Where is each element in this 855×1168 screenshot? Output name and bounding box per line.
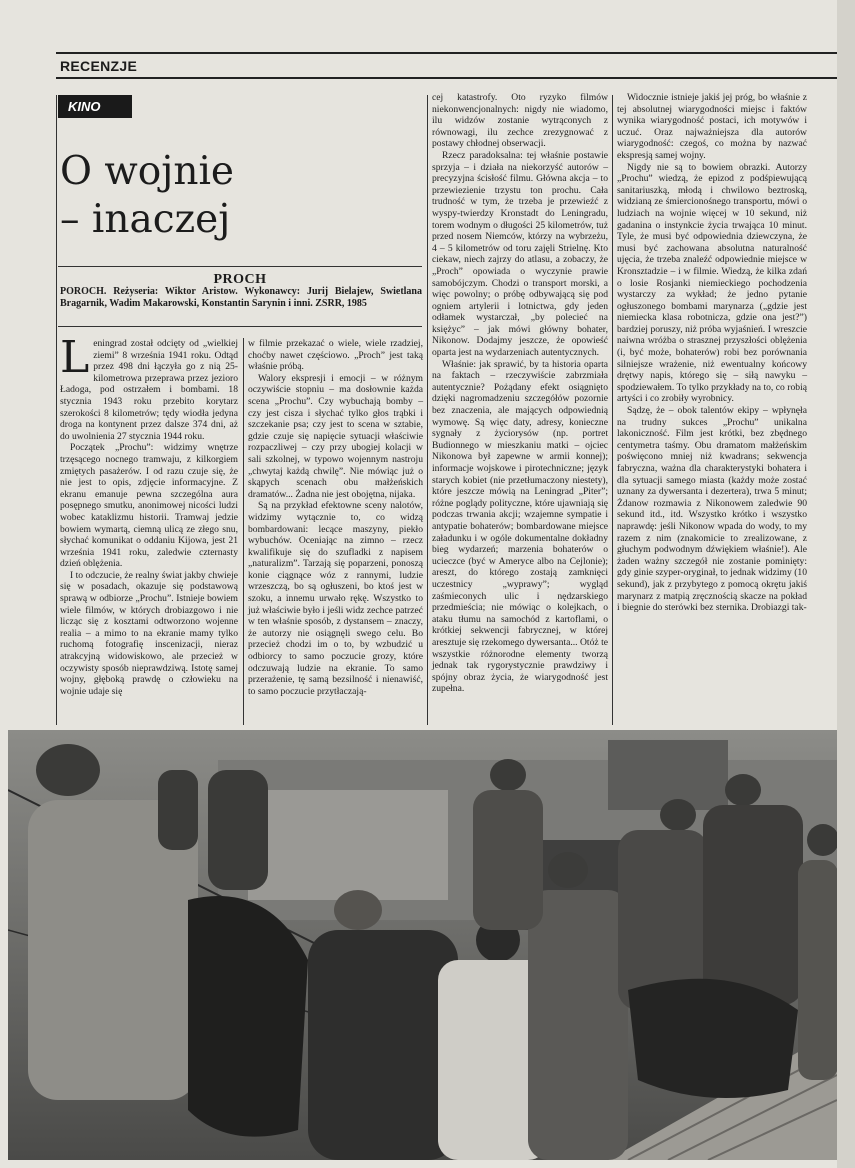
paragraph: Widocznie istnieje jakiś jej próg, bo właśnie z tej absolutnej wiarygodności miejsc i faktów wynika wiarygodność postaci, ich motywów i uczuć. Oraz najważniejsza dla autorów wiarygodność: czegoś, co można by nazwać ekspresją samej wojny. <box>617 92 807 161</box>
column-rule <box>612 95 613 725</box>
paragraph: Rzecz paradoksalna: tej właśnie postawie sprzyja – i działa na niekorzyść autorów – precyzyjna ścisłość filmu. Główna akcja – to przewiezienie trzystu ton prochu. Cała trudność w tym, że trzeba je przewieźć z wyspy-twierdzy Kronstadt do Leningradu, torem wodnym o długości 25 kilometrów, tuż przed nosem Niemców, którzy na wybrzeżu, 4 – 5 kilometrów od toru zajęli Strielnę. Kto ciekaw, niech zajrzy do atlasu, a zobaczy, że „Proch” opowiada o wyczynie prawie samobójczym. Chodzi o transport morski, a więc powolny; o próbę odbywającą się pod ogniem artylerii i lotnictwa, gdy jeden odłamek wystarczał, „by polecieć na księżyc” – jak mówi główny bohater, Nikonow. Dodajmy jeszcze, że opowieść oparta jest na wydarzeniach autentycznych. <box>432 149 608 359</box>
column-rule <box>56 95 57 725</box>
column-rule <box>243 338 244 725</box>
title-line-2: – inaczej <box>60 197 231 242</box>
text-column-4 <box>617 92 807 614</box>
text-column-2 <box>248 338 423 697</box>
page-edge <box>837 0 855 1168</box>
drop-cap: L <box>60 332 90 383</box>
paragraph-text: eningrad został odcięty od „wielkiej ziemi” 8 września 1941 roku. Odtąd przez 498 dni łączyła go z nią 25-kilometrowa przeprawa przez jezioro Ładoga, pod ostrzałem i bombami. 18 stycznia 1943 roku przebito korytarz szerokości 8 kilometrów; tędy wiodła jedyna droga na kontynent przez dalsze 374 dni, aż do uwolnienia 27 stycznia 1944 roku. <box>60 338 238 442</box>
paragraph <box>60 332 238 442</box>
paragraph: Są na przykład efektowne sceny nalotów, widzimy wytącznie to, co widzą bombardowani: lecące maszyny, piekło wybuchów. Oceniając na zimno – rzecz kwalifikuje się do szufladki z napisem „naturalizm”. Tarzają się poparzeni, ponoszą konie ciągnące wóz z rannymi, ludzie wrzeszczą, bo są ogłuszeni, bo ktoś jest w szoku, a innemu urwało rękę. Wszystko to już właściwie było i jeśli widz zechce patrzeć w ten właśnie sposób, z dystansem – znaczy, że autorzy nie osiągnęli swego celu. Bo przecież chodzi im o to, by wzbudzić u odbiorcy to samo poczucie grozy, które odczuwają ludzie na ekranie. To samo przerażenie, tę samą bezsilność i nienawiść, to samo poczucie przytłaczają- <box>248 500 424 697</box>
paragraph: Nigdy nie są to bowiem obrazki. Autorzy „Prochu” wiedzą, że epizod z podśpiewującą sanitariuszką, młodą i chwilowo beztroską, widzianą ze śmiercionośnego transportu, mówi o ludziach na wojnie więcej w 10 sekund, niż gadanina o instynkcie życia trwająca 10 minut. Tyle, że musi być odpowiednia dziewczyna, że musi być zachowana absolutna naturalność ujęcia, że trzeba znaleźć odpowiednie miejsce w Kronsztadzie – i w filmie. Wiedzą, że kilka zdań o losie Rosjanki niemieckiego pochodzenia wystarczy za wykład; że jedno pytanie ogłuszonego bombami marynarza („gdzie jest niemiecka klasa robotnicza, gdzie ona jest?”) bardziej poruszy, niż próba wyjaśnień. I wreszcie naiwna wróżba o strasznej przyszłości oblężenia (i, być może, bohaterów) robi bez porównania silniejsze wrażenie, niż ewentualny końcowy drętwy napis, którego się – siłą nawyku – spodziewałem. To tylko przykłady na to, co robią artyści i co zrobiły wyrobnicy. <box>617 161 807 405</box>
text-column-1 <box>60 332 238 697</box>
header-rule <box>56 77 837 79</box>
photo-illustration <box>8 730 837 1160</box>
film-title: PROCH <box>213 272 267 287</box>
film-credits: POROCH. Reżyseria: Wiktor Aristow. Wykonawcy: Jurij Bielajew, Swietlana Bragarnik, Wadim Makarowski, Konstantin Sarynin i inni. ZSRR, 1985 <box>60 286 422 309</box>
paragraph: Początek „Prochu”: widzimy wnętrze trzęsącego nocnego tramwaju, z kilkorgiem zmiętych pasażerów. I od razu czuje się, że nie jest to opis, zdjęcie informacyjne. Z ekranu emanuje pewna szczególna aura posępnego smutku, anonimowej nicości ludzi wobec kataklizmu historii. Tramwaj jedzie bowiem wymartą, ciemną ulicą ze złego snu, słychać komunikat o oddaniu Kijowa, jest 21 września 1941 roku, zaledwie czternasty dzień oblężenia. <box>60 442 238 570</box>
paragraph: Walory ekspresji i emocji – w różnym oczywiście stopniu – ma dosłownie każda scena „Prochu”. Czy wybuchają bomby – czy jest cisza i słychać tylko głos trąbki i szczekanie psa; czy jest to scena w sztabie, gdzie czuje się napięcie sytuacji właściwie rozpaczliwej – czy przy ubogiej kolacji w sali szkolnej, w typowo wojennym nastroju „chwytaj każdą chwilę”. Nie mówiąc już o skąpych scenach obu małżeńskich dramatów... Żadna nie jest obojętna, nijaka. <box>248 372 423 500</box>
title-line-1: O wojnie <box>60 149 234 194</box>
category-badge: KINO <box>58 95 132 118</box>
film-title-rule <box>58 266 422 267</box>
section-label: RECENZJE <box>60 58 138 74</box>
paragraph: I to odczucie, że realny świat jakby chwieje się w posadach, okazuje się podstawową sprawą w odbiorze „Prochu”. Istnieje bowiem wiele filmów, w których drobiazgowo i nie licząc się z kosztami odtworzono wojenne realia – a mimo to na ekranie mamy tylko ruchomą fotografię inscenizacji, nieraz atrakcyjną widowiskowo, ale przecież w oczywisty sposób nieprawdziwą. Istotę samej wojny, głęboką prawdę o człowieku na wojnie udaje się <box>60 569 238 697</box>
paragraph: Sądzę, że – obok talentów ekipy – wpłynęła na trudny sukces „Prochu” unikalna lakoniczność. Film jest krótki, bez zbędnego centymetra taśmy. Obu dramatom małżeńskim poświęcono mniej niż kwadrans; sekwencja fabryczna, ważna dla charakterystyki bohatera i dla sytuacji samego miasta (każdy może zostać uznany za dywersanta i dezertera), trwa 5 minut; Żdanow rozmawia z Nikonowem zaledwie 90 sekund itd., itd. Wszystko krótko i wszystko naprawdę: jeśli Nikonow wpada do wody, to my razem z nim (znakomicie to zrealizowane, z głuchym podwodnym dźwiękiem właśnie!). Ale żaden ważny szczegół nie zostanie pominięty: gdy ginie szyper-oryginał, to jednak widzimy (10 sekund), jak z przybytego z pomocą okrętu jakiś marynarz z matpią zręcznością skacze na pokład i biegnie do sterówki bez sternika. Drobiazgi tak- <box>617 405 807 614</box>
paragraph: Właśnie: jak sprawić, by ta historia oparta na faktach – rzeczywiście zabrzmiała autentycznie? Pożądany efekt osiągnięto dzięki nagromadzeniu szczegółów pozornie bez znaczenia, ale mających odpowiednią wymowę. Są więc daty, adresy, konieczne sygnały z życiorysów (np. portret Budionnego w mieszkaniu matki – ojciec Nikonowa był zapewne w armii konnej); informacje wojskowe i pirotechniczne; język starych kobiet (nie przetłumaczony niestety), które jeszcze mówią na Leningrad „Piter”; różne poglądy polityczne, które ujawniają się podczas trwania akcji; wzajemne sympatie i antypatie bohaterów; bombardowane miejsce załadunku i w ogóle dokumentalne dokładny bieg wydarzeń; marzenia bohaterów o ucieczce (być w Ameryce albo na Cejlonie); areszt, do którego zostają zamknięci uczestnicy „wyprawy”; wygląd zaśmieconych ulic i nędzarskiego przedmieścia; nie mówiąc o kolejkach, o ataku tłumu na samochód z kartoflami, o krótkiej sekwencji fabrycznej, w której aresztuje się rzekomego dywersanta... Otóż te wszystkie różnorodne elementy tworzą jednak tak rygorystycznie prawdziwy i spójny obraz życia, że wiarygodność jest zupełna. <box>432 358 608 695</box>
top-rule <box>56 52 837 54</box>
credits-rule <box>58 326 422 327</box>
paragraph: cej katastrofy. Oto ryzyko filmów niekonwencjonalnych: nigdy nie wiadomo, ilu widzów zostanie wytrąconych z równowagi, ilu zechce zrezygnować z postawy chłodnej obserwacji. <box>432 92 608 150</box>
paragraph: w filmie przekazać o wiele, wiele rzadziej, choćby nawet częściowo. „Proch” jest taką właśnie próbą. <box>248 338 423 373</box>
column-rule <box>427 95 428 725</box>
article-title <box>60 148 410 244</box>
film-still-photo <box>8 730 837 1160</box>
text-column-3 <box>432 92 608 695</box>
